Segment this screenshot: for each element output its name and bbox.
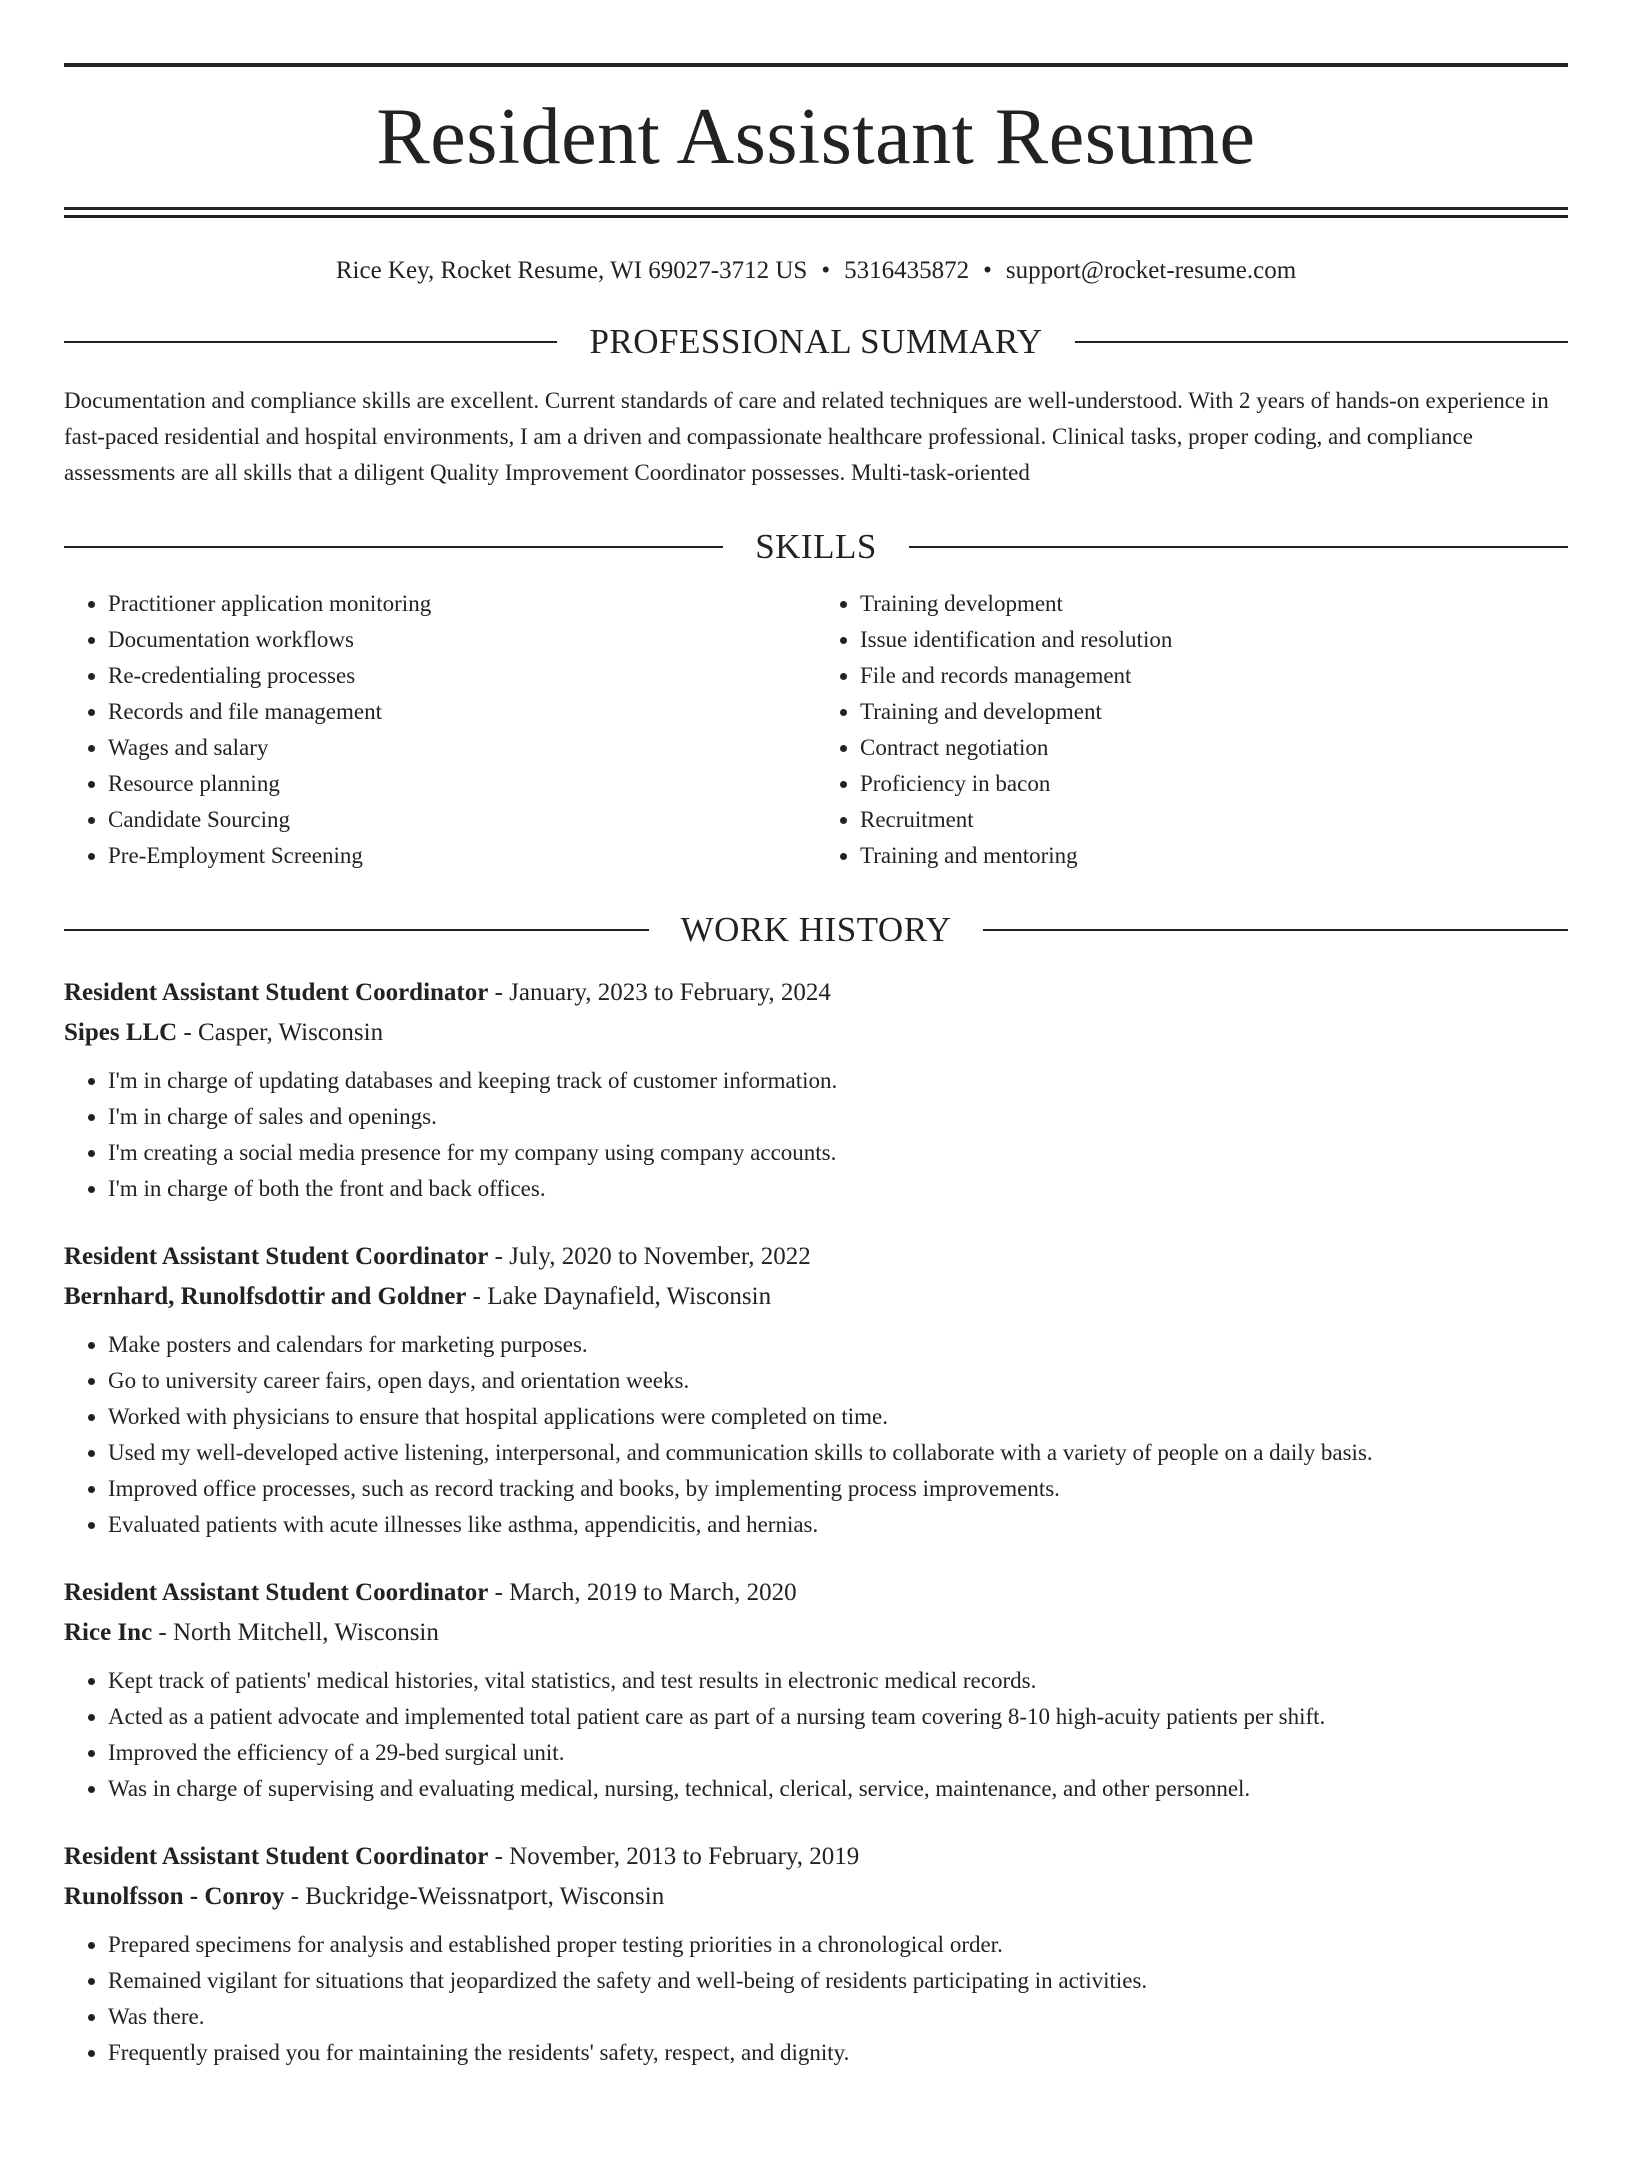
title-double-rule	[64, 207, 1568, 218]
job-title: Resident Assistant Student Coordinator	[64, 1579, 489, 1606]
job-entry	[64, 973, 1568, 1207]
job-title: Resident Assistant Student Coordinator	[64, 979, 489, 1006]
job-location: - Buckridge-Weissnatport, Wisconsin	[284, 1883, 665, 1910]
job-company-line	[64, 1613, 1568, 1653]
skills-list	[64, 586, 1568, 874]
contact-email: support@rocket-resume.com	[1005, 257, 1297, 284]
page-title: Resident Assistant Resume	[376, 93, 1256, 181]
job-entry	[64, 1573, 1568, 1807]
skill-item: • Pre-Employment Screening	[108, 838, 816, 874]
heading-rule	[64, 341, 557, 343]
job-title-line	[64, 1237, 1568, 1277]
skill-item: • Wages and salary	[108, 730, 816, 766]
job-bullet: • Improved the efficiency of a 29-bed surgical unit.	[108, 1735, 1568, 1771]
job-bullet: • Make posters and calendars for marketing purposes.	[108, 1327, 1568, 1363]
job-bullet: • Acted as a patient advocate and implemented total patient care as part of a nursing team covering 8-10 high-acuity patients per shift.	[108, 1699, 1568, 1735]
job-bullet: • Was there.	[108, 1999, 1568, 2035]
job-location: - Casper, Wisconsin	[177, 1019, 384, 1046]
job-bullets	[64, 1927, 1568, 2071]
summary-heading-label: PROFESSIONAL SUMMARY	[589, 322, 1043, 361]
heading-rule	[1075, 341, 1568, 343]
job-title-line	[64, 1573, 1568, 1613]
job-bullet: • Evaluated patients with acute illnesses like asthma, appendicitis, and hernias.	[108, 1507, 1568, 1543]
job-title-line	[64, 973, 1568, 1013]
job-company: Runolfsson - Conroy	[64, 1883, 285, 1910]
job-bullet: • Go to university career fairs, open days, and orientation weeks.	[108, 1363, 1568, 1399]
heading-rule	[64, 546, 723, 548]
job-bullet: • I'm creating a social media presence for my company using company accounts.	[108, 1135, 1568, 1171]
job-bullet: • Worked with physicians to ensure that hospital applications were completed on time.	[108, 1399, 1568, 1435]
skill-item: • Practitioner application monitoring	[108, 586, 816, 622]
skill-item: • Records and file management	[108, 694, 816, 730]
job-dates: - November, 2013 to February, 2019	[488, 1843, 860, 1870]
contact-line	[64, 256, 1568, 286]
job-bullets	[64, 1663, 1568, 1807]
job-bullet: • I'm in charge of both the front and back offices.	[108, 1171, 1568, 1207]
resume-page	[0, 63, 1632, 2175]
job-company-line	[64, 1877, 1568, 1917]
job-dates: - July, 2020 to November, 2022	[488, 1243, 811, 1270]
summary-heading	[64, 324, 1568, 359]
job-bullet: • I'm in charge of sales and openings.	[108, 1099, 1568, 1135]
heading-rule	[909, 546, 1568, 548]
summary-text: Documentation and compliance skills are excellent. Current standards of care and related techniques are well-understood. With 2 years of hands-on experience in fast-paced residential and hospital environments, I am a driven and compassionate healthcare professional. Clinical tasks, proper coding, and compliance assessments are all skills that a diligent Quality Improvement Coordinator possesses. Multi-task-oriented	[64, 388, 1549, 485]
job-bullet: • Remained vigilant for situations that jeopardized the safety and well-being of residents participating in activities.	[108, 1963, 1568, 1999]
skills-heading-label: SKILLS	[755, 527, 877, 566]
skill-item: • Re-credentialing processes	[108, 658, 816, 694]
job-entry	[64, 1837, 1568, 2071]
job-company-line	[64, 1277, 1568, 1317]
skill-item: • Documentation workflows	[108, 622, 816, 658]
work-heading	[64, 912, 1568, 947]
job-bullet: • Was in charge of supervising and evaluating medical, nursing, technical, clerical, service, maintenance, and other personnel.	[108, 1771, 1568, 1807]
job-bullets	[64, 1327, 1568, 1543]
job-dates: - January, 2023 to February, 2024	[488, 979, 831, 1006]
contact-separator: •	[983, 257, 992, 284]
skills-column-left	[64, 586, 816, 874]
skill-item: • Issue identification and resolution	[860, 622, 1568, 658]
job-title-line	[64, 1837, 1568, 1877]
job-bullet: • I'm in charge of updating databases and keeping track of customer information.	[108, 1063, 1568, 1099]
job-location: - Lake Daynafield, Wisconsin	[466, 1283, 772, 1310]
skill-item: • Resource planning	[108, 766, 816, 802]
job-bullet: • Used my well-developed active listening, interpersonal, and communication skills to collaborate with a variety of people on a daily basis.	[108, 1435, 1568, 1471]
contact-phone: 5316435872	[844, 257, 970, 284]
job-bullet: • Prepared specimens for analysis and established proper testing priorities in a chronological order.	[108, 1927, 1568, 1963]
job-bullet: • Improved office processes, such as record tracking and books, by implementing process improvements.	[108, 1471, 1568, 1507]
job-company: Rice Inc	[64, 1619, 153, 1646]
skill-item: • Training and mentoring	[860, 838, 1568, 874]
skills-heading	[64, 529, 1568, 564]
job-bullet: • Frequently praised you for maintaining the residents' safety, respect, and dignity.	[108, 2035, 1568, 2071]
skill-item: • Recruitment	[860, 802, 1568, 838]
job-title: Resident Assistant Student Coordinator	[64, 1243, 489, 1270]
heading-rule	[983, 929, 1568, 931]
job-title: Resident Assistant Student Coordinator	[64, 1843, 489, 1870]
skill-item: • Contract negotiation	[860, 730, 1568, 766]
heading-rule	[64, 929, 649, 931]
skill-item: • Candidate Sourcing	[108, 802, 816, 838]
job-bullets	[64, 1063, 1568, 1207]
top-rule	[64, 63, 1568, 67]
skill-item: • Proficiency in bacon	[860, 766, 1568, 802]
skill-item: • Training and development	[860, 694, 1568, 730]
work-heading-label: WORK HISTORY	[680, 910, 952, 949]
contact-address: Rice Key, Rocket Resume, WI 69027-3712 US	[335, 257, 808, 284]
job-entry	[64, 1237, 1568, 1543]
job-company-line	[64, 1013, 1568, 1053]
skill-item: • File and records management	[860, 658, 1568, 694]
job-bullet: • Kept track of patients' medical histories, vital statistics, and test results in electronic medical records.	[108, 1663, 1568, 1699]
job-company: Bernhard, Runolfsdottir and Goldner	[64, 1283, 467, 1310]
contact-separator: •	[821, 257, 831, 284]
job-company: Sipes LLC	[64, 1019, 178, 1046]
job-location: - North Mitchell, Wisconsin	[152, 1619, 439, 1646]
job-dates: - March, 2019 to March, 2020	[488, 1579, 797, 1606]
skills-column-right	[816, 586, 1568, 874]
skill-item: • Training development	[860, 586, 1568, 622]
work-history-list	[64, 973, 1568, 2071]
